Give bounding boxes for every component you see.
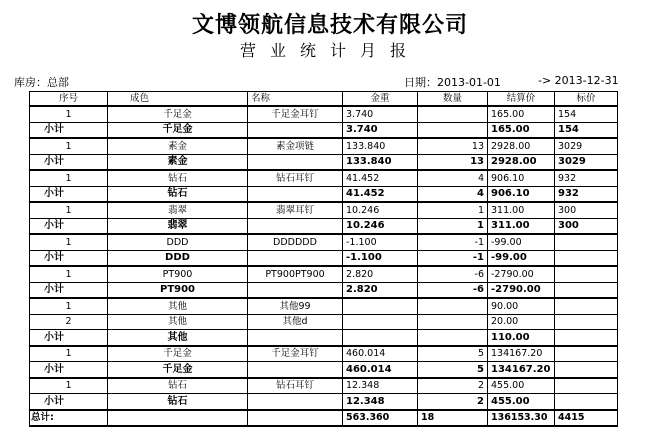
cell-name [248,218,343,234]
col-weight: 金重 [343,92,418,107]
date-to: -> 2013-12-31 [538,74,619,87]
table-row [30,106,618,122]
cell-seq: 1 [30,170,108,186]
col-settle: 结算价 [488,92,555,107]
cell-price [555,394,618,410]
cell-color: 翡翠 [108,202,248,218]
cell-qty [418,314,488,330]
cell-weight [343,330,418,346]
cell-settle: 110.00 [488,330,555,346]
report-subtitle: 营业统计月报 [239,41,420,60]
cell-weight: -1.100 [343,234,418,250]
store-label: 库房：总部 [14,76,69,89]
cell-price [555,362,618,378]
subtotal-row [30,250,618,266]
cell-seq: 1 [30,378,108,394]
cell-settle: 455.00 [488,378,555,394]
total-empty-1 [108,410,248,427]
cell-weight: 133.840 [343,138,418,154]
col-color: 成色 [108,92,248,107]
cell-price: 300 [555,202,618,218]
report-table [29,91,618,427]
total-weight: 563.360 [343,410,418,427]
cell-price [555,298,618,314]
cell-qty: -1 [418,234,488,250]
cell-price: 932 [555,170,618,186]
cell-settle: 165.00 [488,122,555,138]
cell-weight: 2.820 [343,282,418,298]
subtotal-row [30,186,618,202]
total-price: 4415 [555,410,618,427]
cell-qty: -1 [418,250,488,266]
cell-settle: -99.00 [488,234,555,250]
cell-name [248,330,343,346]
cell-price: 154 [555,122,618,138]
cell-seq: 1 [30,346,108,362]
cell-settle: 134167.20 [488,346,555,362]
cell-name [248,154,343,170]
cell-seq: 1 [30,138,108,154]
subtotal-row [30,122,618,138]
cell-price [555,314,618,330]
cell-qty: 2 [418,394,488,410]
cell-price: 154 [555,106,618,122]
cell-name: 素金项链 [248,138,343,154]
cell-weight: 10.246 [343,202,418,218]
cell-name [248,186,343,202]
cell-weight [343,298,418,314]
cell-weight: 41.452 [343,170,418,186]
cell-qty: -6 [418,282,488,298]
cell-settle: 455.00 [488,394,555,410]
cell-seq: 小计 [30,154,108,170]
cell-color: PT900 [108,266,248,282]
cell-name [248,250,343,266]
cell-qty [418,298,488,314]
cell-color: DDD [108,250,248,266]
col-price: 标价 [555,92,618,107]
cell-weight: 460.014 [343,362,418,378]
table-row [30,378,618,394]
cell-settle: -2790.00 [488,282,555,298]
cell-price [555,346,618,362]
company-title: 文博领航信息技术有限公司 [191,12,468,38]
cell-color: PT900 [108,282,248,298]
cell-settle: 2928.00 [488,138,555,154]
cell-settle: 134167.20 [488,362,555,378]
cell-name: 钻石耳钉 [248,170,343,186]
cell-weight: 133.840 [343,154,418,170]
col-seq: 序号 [30,92,108,107]
cell-color: 素金 [108,138,248,154]
cell-seq: 小计 [30,330,108,346]
table-row [30,170,618,186]
cell-qty [418,330,488,346]
cell-name [248,394,343,410]
cell-price: 3029 [555,154,618,170]
cell-price [555,266,618,282]
total-row [30,410,618,427]
cell-name: 钻石耳钉 [248,378,343,394]
cell-settle: 311.00 [488,202,555,218]
cell-color: 千足金 [108,106,248,122]
cell-seq: 1 [30,106,108,122]
table-header-row [30,92,618,107]
date-label: 日期： [404,76,437,89]
cell-price [555,234,618,250]
subtotal-row [30,282,618,298]
cell-weight: 2.820 [343,266,418,282]
cell-qty: 5 [418,346,488,362]
cell-settle: 311.00 [488,218,555,234]
cell-qty [418,122,488,138]
col-name: 名称 [248,92,343,107]
cell-seq: 小计 [30,122,108,138]
cell-seq: 小计 [30,362,108,378]
cell-name: 其他99 [248,298,343,314]
cell-qty: 1 [418,218,488,234]
cell-color: 素金 [108,154,248,170]
cell-price: 932 [555,186,618,202]
cell-name [248,282,343,298]
cell-color: 其他 [108,298,248,314]
cell-name: 千足金耳钉 [248,346,343,362]
cell-name: 翡翠耳钉 [248,202,343,218]
cell-weight [343,314,418,330]
total-label: 总计: [30,410,108,427]
cell-settle: 90.00 [488,298,555,314]
cell-price [555,282,618,298]
table-body [30,106,618,410]
cell-seq: 小计 [30,282,108,298]
cell-qty: 5 [418,362,488,378]
cell-color: 钻石 [108,394,248,410]
cell-weight: 12.348 [343,378,418,394]
cell-color: 钻石 [108,170,248,186]
cell-qty: 4 [418,186,488,202]
cell-settle: 165.00 [488,106,555,122]
table-row [30,314,618,330]
cell-name [248,362,343,378]
cell-weight: -1.100 [343,250,418,266]
date-from: 2013-01-01 [437,76,501,89]
cell-weight: 3.740 [343,122,418,138]
cell-qty: 1 [418,202,488,218]
cell-weight: 12.348 [343,394,418,410]
table-row [30,202,618,218]
date-range [404,74,501,90]
cell-color: 其他 [108,314,248,330]
cell-settle: -2790.00 [488,266,555,282]
cell-qty: -6 [418,266,488,282]
cell-seq: 2 [30,314,108,330]
col-qty: 数量 [418,92,488,107]
cell-weight: 10.246 [343,218,418,234]
cell-settle: 2928.00 [488,154,555,170]
cell-price: 300 [555,218,618,234]
subtotal-row [30,218,618,234]
cell-price [555,250,618,266]
subtotal-row [30,362,618,378]
cell-seq: 小计 [30,186,108,202]
total-empty-2 [248,410,343,427]
total-qty: 18 [418,410,488,427]
cell-color: 翡翠 [108,218,248,234]
cell-seq: 1 [30,266,108,282]
cell-color: 钻石 [108,186,248,202]
cell-seq: 小计 [30,250,108,266]
cell-weight: 3.740 [343,106,418,122]
cell-price [555,330,618,346]
cell-settle: -99.00 [488,250,555,266]
cell-qty: 13 [418,138,488,154]
cell-seq: 小计 [30,394,108,410]
table-row [30,298,618,314]
cell-seq: 1 [30,234,108,250]
cell-name: PT900PT900 [248,266,343,282]
cell-name: 其他d [248,314,343,330]
table-row [30,266,618,282]
cell-weight: 41.452 [343,186,418,202]
cell-price [555,378,618,394]
cell-color: 千足金 [108,346,248,362]
cell-seq: 1 [30,202,108,218]
cell-settle: 20.00 [488,314,555,330]
cell-color: DDD [108,234,248,250]
cell-color: 钻石 [108,378,248,394]
cell-name: 千足金耳钉 [248,106,343,122]
subtotal-row [30,330,618,346]
cell-color: 千足金 [108,362,248,378]
total-settle: 136153.30 [488,410,555,427]
cell-qty [418,106,488,122]
cell-settle: 906.10 [488,186,555,202]
cell-seq: 小计 [30,218,108,234]
cell-qty: 13 [418,154,488,170]
cell-weight: 460.014 [343,346,418,362]
cell-price: 3029 [555,138,618,154]
cell-settle: 906.10 [488,170,555,186]
cell-color: 其他 [108,330,248,346]
cell-qty: 2 [418,378,488,394]
cell-qty: 4 [418,170,488,186]
table-row [30,346,618,362]
cell-name [248,122,343,138]
table-row [30,138,618,154]
cell-color: 千足金 [108,122,248,138]
subtotal-row [30,394,618,410]
subtotal-row [30,154,618,170]
cell-seq: 1 [30,298,108,314]
cell-name: DDDDDD [248,234,343,250]
table-row [30,234,618,250]
